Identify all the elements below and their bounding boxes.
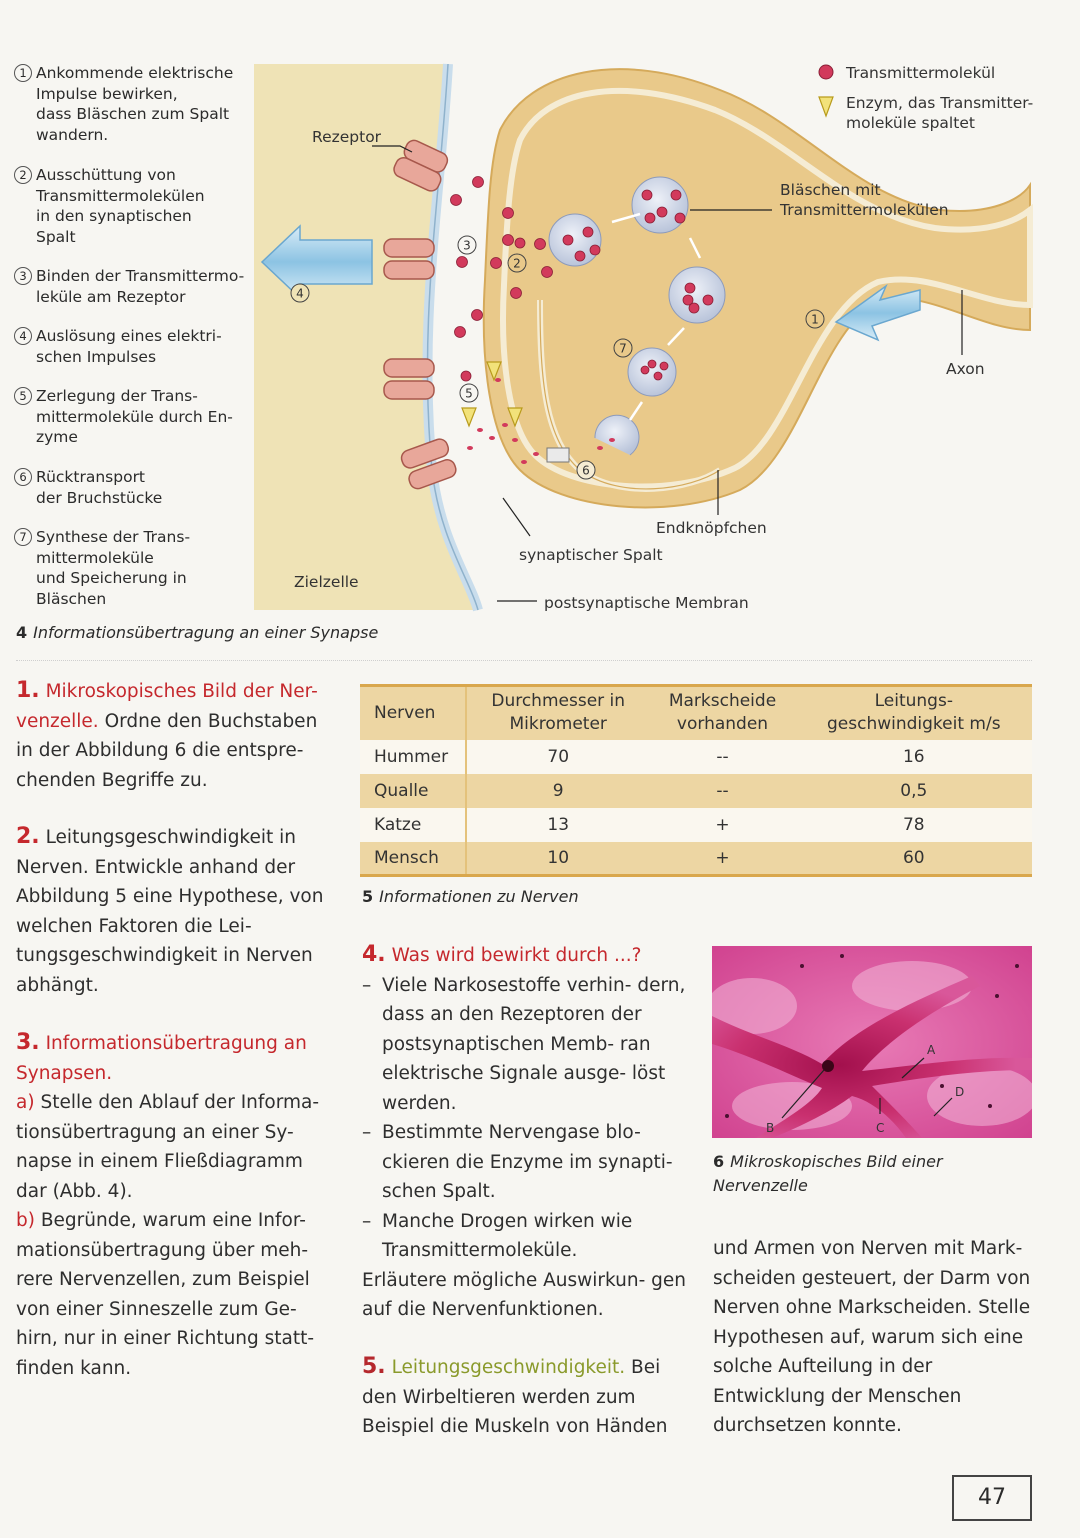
label-blaeschen: Bläschen mit Transmittermolekülen [780, 181, 949, 219]
table-row [360, 842, 1032, 876]
vesicle [669, 267, 725, 323]
figure-6-caption: 6 Mikroskopisches Bild einer Nervenzelle [713, 1152, 943, 1195]
letter-c: C [876, 1121, 885, 1135]
vesicle [632, 177, 688, 233]
table-cell: Hummer [360, 740, 466, 774]
table-cell: + [649, 808, 795, 842]
list-item: – Bestimmte Nervengase blo- ckieren die Enzyme im synapti- schen Spalt. [362, 1118, 692, 1207]
task-5: 5. Leitungsgeschwindigkeit. Bei den Wirbeltieren werden zum Beispiel die Muskeln von Händen [362, 1354, 668, 1437]
divider [16, 660, 1032, 661]
diagram-marker-4: 4 [296, 286, 304, 301]
nerve-cell-micrograph [712, 946, 1032, 1138]
step-6: 6 Rücktransport der Bruchstücke [14, 467, 254, 508]
table-header: Nerven [360, 686, 466, 740]
legend-enzyme-label: Enzym, das Transmitter- moleküle spaltet [846, 94, 1034, 132]
letter-b: B [766, 1121, 775, 1135]
task-5-continued: und Armen von Nerven mit Mark- scheiden gesteuert, der Darm von Nerven ohne Markscheiden. Stelle Hypothesen auf, warum sich eine solche Aufteilung in der Entwicklung der Menschen durchsetzen konnte. [713, 1238, 1031, 1436]
table-header: Markscheide vorhanden [649, 686, 795, 740]
table-cell: Mensch [360, 842, 466, 876]
table-cell: 13 [466, 808, 649, 842]
diagram-marker-6: 6 [582, 463, 590, 478]
table-cell: + [649, 842, 795, 876]
label-endknoepfchen: Endknöpfchen [656, 519, 767, 537]
legend-transmitter-dot [819, 65, 833, 79]
step-1: 1 Ankommende elektrische Impulse bewirken, dass Bläschen zum Spalt wandern. [14, 63, 254, 145]
label-zielzelle: Zielzelle [294, 573, 359, 591]
legend-transmitter-label: Transmittermolekül [846, 64, 996, 82]
label-synaptischer-spalt: synaptischer Spalt [519, 546, 663, 564]
task-2: 2. Leitungsgeschwindigkeit in Nerven. Entwickle anhand der Abbildung 5 eine Hypothese, von welchen Faktoren die Lei- tungsgeschwindigkeit in Nerven abhängt. [16, 824, 324, 996]
table-header-row [360, 686, 1032, 740]
step-2: 2 Ausschüttung von Transmittermolekülen in den synaptischen Spalt [14, 165, 254, 247]
nerve-table [360, 684, 1032, 877]
step-5: 5 Zerlegung der Trans- mittermoleküle durch En- zyme [14, 386, 254, 448]
label-axon: Axon [946, 360, 985, 378]
step-4: 4 Auslösung eines elektri- schen Impulses [14, 326, 254, 367]
list-item: – Manche Drogen wirken wie Transmittermoleküle. [362, 1207, 692, 1266]
diagram-marker-3: 3 [463, 238, 471, 253]
legend-enzyme-triangle [819, 97, 833, 116]
figure-4-caption: 4 Informationsübertragung an einer Synapse [16, 623, 379, 642]
diagram-marker-7: 7 [619, 341, 627, 356]
table-row [360, 774, 1032, 808]
step-7: 7 Synthese der Trans- mittermoleküle und Speicherung in Bläschen [14, 527, 254, 609]
table-header: Durchmesser in Mikrometer [466, 686, 649, 740]
vesicle [628, 348, 676, 396]
list-item: – Viele Narkosestoffe verhin- dern, dass an den Rezeptoren der postsynaptischen Memb- ran elektrische Signale ausge- löst werden. [362, 971, 692, 1119]
table-cell: -- [649, 774, 795, 808]
reuptake-transporter [547, 448, 569, 462]
table-cell: -- [649, 740, 795, 774]
table-row [360, 740, 1032, 774]
table-cell: 70 [466, 740, 649, 774]
table-row [360, 808, 1032, 842]
step-3: 3 Binden der Transmittermo- leküle am Rezeptor [14, 266, 254, 307]
figure-5-caption: 5 Informationen zu Nerven [362, 887, 579, 906]
table-cell: 0,5 [796, 774, 1032, 808]
letter-a: A [927, 1043, 936, 1057]
task-3: 3. Informationsübertragung an Synapsen. a) Stelle den Ablauf der Informa- tionsübertragung an einer Sy- napse in einem Fließdiagramm dar (Abb. 4). b) Begründe, warum eine Infor- mationsübertragung über meh- rere Nervenzellen, zum Beispiel von einer Sinneszelle zum Ge- hirn, nur in einer Richtung statt- finden kann. [16, 1030, 320, 1379]
table-cell: 9 [466, 774, 649, 808]
label-postsynaptische-membran: postsynaptische Membran [544, 594, 749, 612]
table-cell: Katze [360, 808, 466, 842]
table-cell: 60 [796, 842, 1032, 876]
table-cell: 16 [796, 740, 1032, 774]
letter-d: D [955, 1085, 965, 1099]
table-cell: Qualle [360, 774, 466, 808]
table-cell: 78 [796, 808, 1032, 842]
diagram-marker-2: 2 [513, 256, 521, 271]
task-1: 1. Mikroskopisches Bild der Ner- venzelle. Ordne den Buchstaben in der Abbildung 6 die entspre- chenden Begriffe zu. [16, 678, 318, 791]
vesicle [549, 214, 601, 266]
table-header: Leitungs- geschwindigkeit m/s [796, 686, 1032, 740]
table-cell: 10 [466, 842, 649, 876]
diagram-marker-5: 5 [465, 386, 473, 401]
page-number: 47 [952, 1475, 1032, 1521]
task-4: 4. Was wird bewirkt durch ...? – Viele Narkosestoffe verhin- dern, dass an den Rezeptoren der postsynaptischen Memb- ran elektrische Signale ausge- löst werden. – Bestimmte Nervengase blo- ckieren die Enzyme im synapti- schen Spalt. – Manche Drogen wirken wie Transmittermoleküle. Erläutere mögliche Auswirkun- gen auf die Nervenfunktionen. [362, 940, 692, 1325]
label-rezeptor: Rezeptor [312, 128, 382, 146]
diagram-marker-1: 1 [811, 312, 819, 327]
